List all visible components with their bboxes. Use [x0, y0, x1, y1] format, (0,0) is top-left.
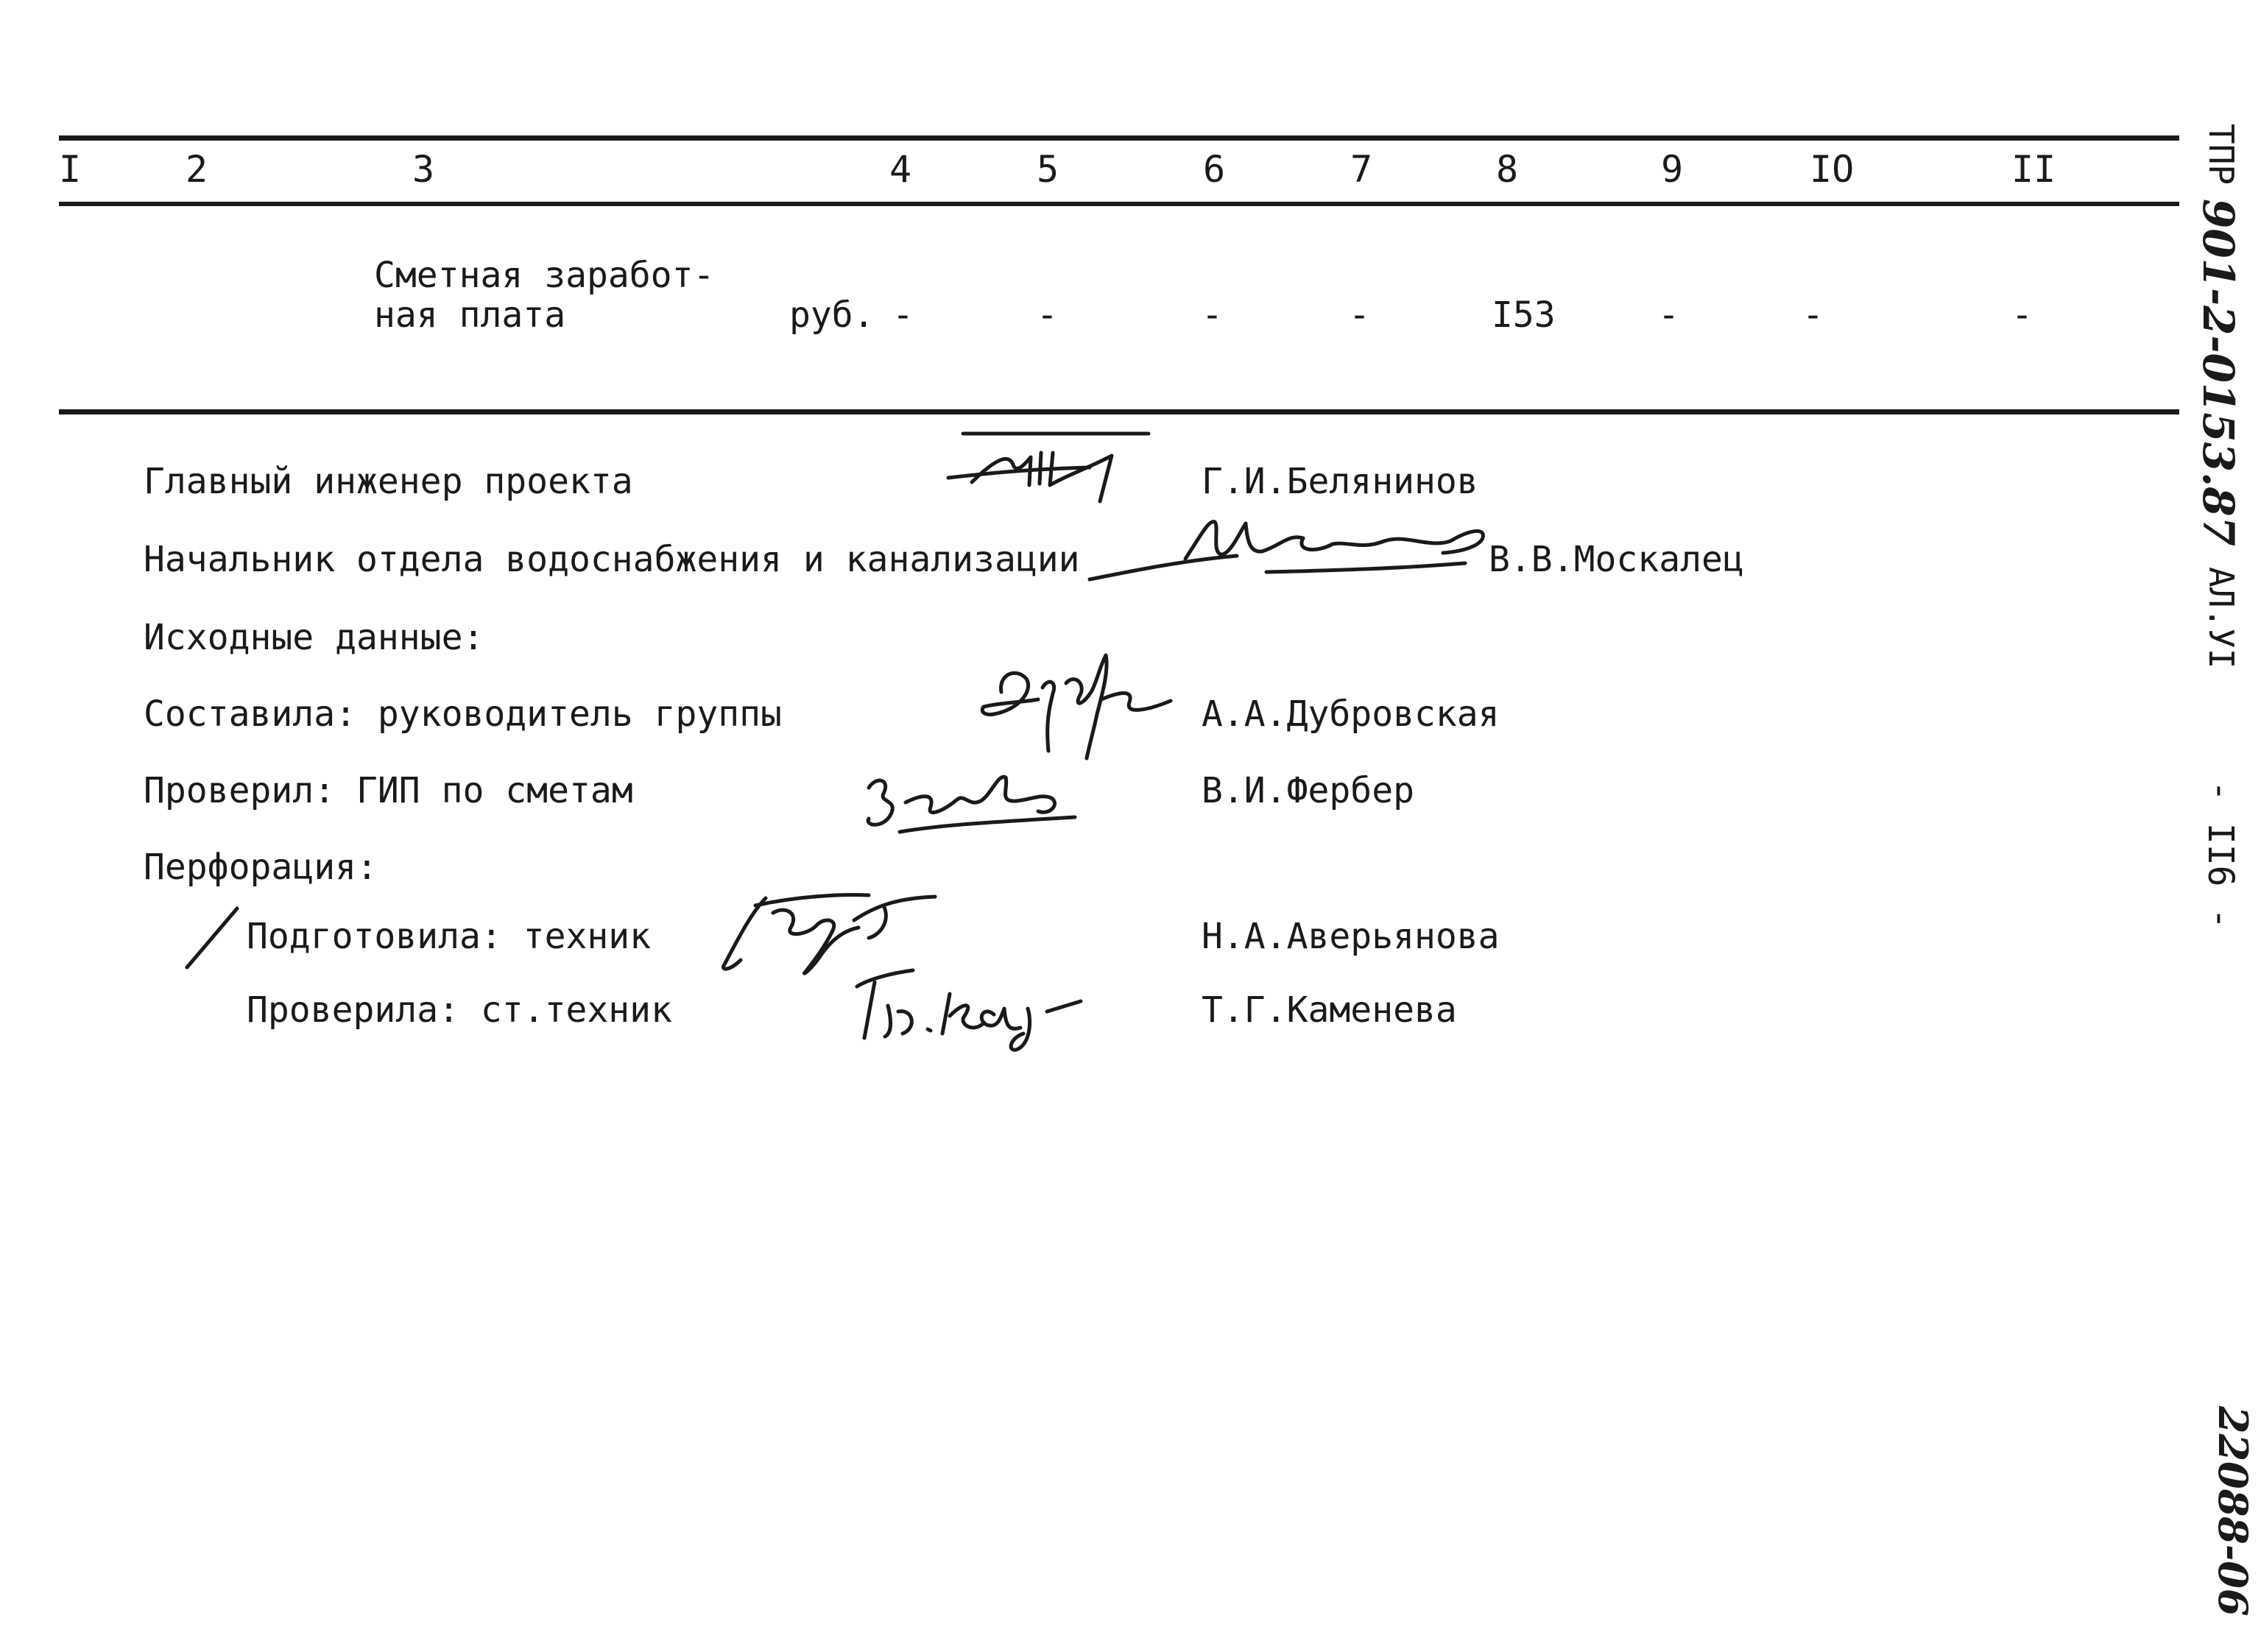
check-mark	[184, 906, 243, 972]
column-header-7: 7	[1350, 148, 1373, 191]
compiled-by-role: Составила: руководитель группы	[144, 693, 782, 735]
column-header-10: IO	[1810, 148, 1855, 191]
column-header-11: II	[2011, 148, 2056, 191]
row-value-col8: I53	[1492, 294, 1556, 336]
header-rule	[59, 202, 2179, 206]
row-value-col6: -	[1202, 294, 1223, 336]
signature-ferber	[854, 758, 1090, 847]
verified-by-role: Проверила: ст.техник	[247, 989, 672, 1031]
row-value-col5: -	[1037, 294, 1058, 336]
signature-belyaninov	[942, 431, 1163, 504]
column-header-1: I	[59, 148, 82, 191]
top-rule	[59, 135, 2179, 141]
margin-album: АЛ.УI	[2201, 567, 2241, 669]
compiled-by-name: А.А.Дубровская	[1202, 693, 1500, 735]
column-header-3: 3	[412, 148, 435, 191]
column-header-4: 4	[889, 148, 912, 191]
prepared-by-role: Подготовила: техник	[247, 916, 652, 957]
column-header-5: 5	[1037, 148, 1059, 191]
row-value-col10: -	[1802, 294, 1824, 336]
margin-doc-number: 901-2-0153.87	[2193, 199, 2243, 546]
column-header-9: 9	[1661, 148, 1684, 191]
margin-inventory-number: 22088-06	[2209, 1406, 2257, 1617]
prepared-by-name: Н.А.Аверьянова	[1202, 916, 1500, 957]
perforation-label: Перфорация:	[144, 847, 378, 888]
verified-by-name: Т.Г.Каменева	[1202, 989, 1457, 1031]
signature-dubrovskaya	[972, 648, 1193, 766]
department-head-role: Начальник отдела водоснабжения и канализации	[144, 539, 1080, 580]
row-value-col11: -	[2011, 294, 2033, 336]
column-header-2: 2	[186, 148, 208, 191]
column-header-6: 6	[1203, 148, 1226, 191]
row-name-line2: ная плата	[374, 294, 566, 336]
margin-page-number: - II6 -	[2200, 780, 2241, 930]
checked-by-role: Проверил: ГИП по сметам	[144, 770, 633, 811]
row-value-col9: -	[1658, 294, 1679, 336]
bottom-rule	[59, 409, 2179, 414]
row-unit: руб.	[789, 294, 875, 336]
department-head-name: В.В.Москалец	[1489, 539, 1744, 580]
row-value-col4: -	[892, 294, 914, 336]
chief-engineer-role: Главный инженер проекта	[144, 461, 633, 502]
row-value-col7: -	[1349, 294, 1370, 336]
chief-engineer-name: Г.И.Белянинов	[1202, 461, 1478, 502]
margin-doc-code: ТПР	[2201, 124, 2241, 186]
checked-by-name: В.И.Фербер	[1202, 770, 1414, 811]
signature-kameneva	[847, 957, 1097, 1053]
source-data-label: Исходные данные:	[144, 617, 484, 658]
column-header-8: 8	[1496, 148, 1519, 191]
row-name-line1: Сметная заработ-	[374, 255, 715, 296]
signature-moskalets	[1082, 512, 1495, 593]
